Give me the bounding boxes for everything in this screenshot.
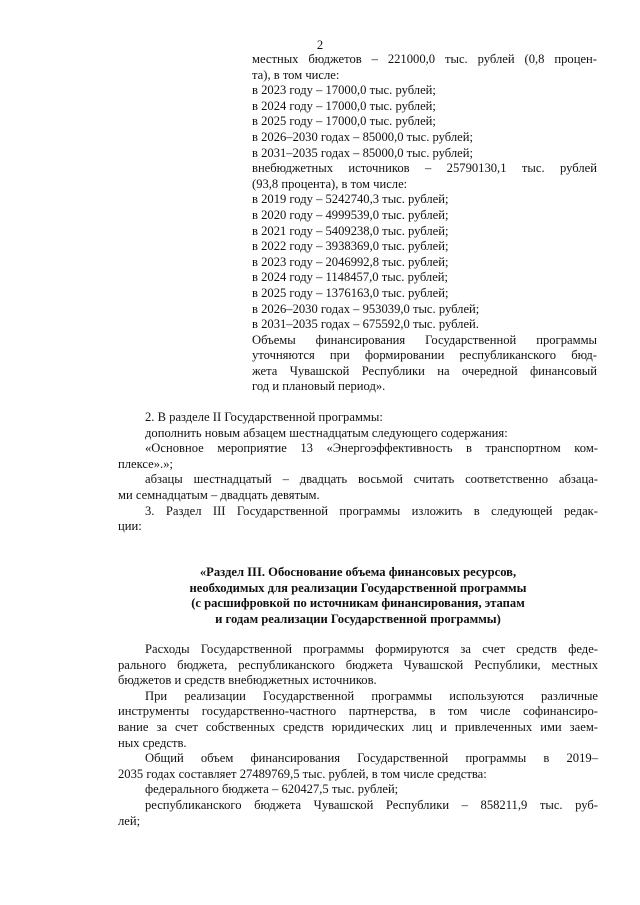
text-line: ных средств.	[118, 735, 187, 750]
text-line: «Основное мероприятие 13 «Энергоэффективность в транспортном ком-	[145, 441, 598, 456]
text-line: в 2024 году – 1148457,0 тыс. рублей;	[252, 270, 449, 285]
text-line: в 2019 году – 5242740,3 тыс. рублей;	[252, 192, 449, 207]
amendment-item-2: 2. В разделе II Государственной программы:	[145, 410, 383, 424]
text-line: абзацы шестнадцатый – двадцать восьмой считать соответственно абзаца-	[145, 472, 598, 487]
text-line: плексе».»;	[118, 456, 173, 471]
text-line: внебюджетных источников – 25790130,1 тыс. рублей	[252, 161, 597, 176]
title-line: и годам реализации Государственной программы)	[215, 611, 501, 626]
text-line: инструменты государственно-частного партнерства, в том числе софинансиро-	[118, 704, 598, 719]
text-line: республиканского бюджета Чувашской Республики – 858211,9 тыс. руб-	[145, 797, 598, 812]
title-line: «Раздел III. Обоснование объема финансовых ресурсов,	[199, 565, 517, 579]
text-line: (93,8 процента), в том числе:	[252, 176, 408, 191]
text-line: та), в том числе:	[252, 67, 340, 82]
text-line: бюджетов и средств внебюджетных источников.	[118, 673, 377, 688]
text-line: в 2025 году – 17000,0 тыс. рублей;	[252, 114, 436, 129]
quoted-passport-block	[252, 52, 597, 395]
text-line: в 2031–2035 годах – 85000,0 тыс. рублей;	[252, 145, 473, 160]
title-line: необходимых для реализации Государственной программы	[189, 580, 527, 595]
text-line: в 2023 году – 17000,0 тыс. рублей;	[252, 83, 436, 98]
text-line: При реализации Государственной программы используются различные	[145, 688, 598, 703]
page-number: 2	[316, 38, 324, 52]
text-line: ции:	[118, 519, 142, 534]
text-line: год и плановый период».	[252, 379, 386, 394]
text-line: уточняются при формировании республиканского бюд-	[252, 348, 597, 363]
text-line: в 2024 году – 17000,0 тыс. рублей;	[252, 98, 436, 113]
title-line: (с расшифровкой по источникам финансирования, этапам	[191, 596, 525, 611]
text-line: в 2023 году – 2046992,8 тыс. рублей;	[252, 254, 449, 269]
text-line: в 2020 году – 4999539,0 тыс. рублей;	[252, 207, 449, 222]
text-line: жета Чувашской Республики на очередной финансовый	[252, 363, 597, 378]
amendments-block	[118, 410, 598, 535]
text-line: федерального бюджета – 620427,5 тыс. рублей;	[145, 782, 399, 797]
text-line: вание за счет собственных средств юридических лиц и привлеченных ими заем-	[118, 719, 598, 734]
text-line: Объемы финансирования Государственной программы	[252, 332, 597, 347]
text-line: в 2026–2030 годах – 953039,0 тыс. рублей;	[252, 301, 480, 316]
text-line: рального бюджета, республиканского бюджета Чувашской Республики, местных	[118, 657, 598, 672]
text-line: лей;	[118, 813, 141, 828]
text-line: в 2026–2030 годах – 85000,0 тыс. рублей;	[252, 129, 473, 144]
text-line: Общий объем финансирования Государственной программы в 2019–	[145, 751, 598, 766]
text-line: в 2021 году – 5409238,0 тыс. рублей;	[252, 223, 449, 238]
amendment-item-3: 3. Раздел III Государственной программы изложить в следующей редак-	[145, 503, 598, 518]
text-line: местных бюджетов – 221000,0 тыс. рублей (0,8 процен-	[252, 52, 597, 66]
text-line: ми семнадцатым – двадцать девятым.	[118, 487, 320, 502]
text-line: дополнить новым абзацем шестнадцатым следующего содержания:	[145, 425, 508, 440]
text-line: 2035 годах составляет 27489769,5 тыс. рублей, в том числе средства:	[118, 766, 487, 781]
text-line: в 2022 году – 3938369,0 тыс. рублей;	[252, 239, 449, 254]
text-line: Расходы Государственной программы формируются за счет средств феде-	[145, 642, 598, 656]
text-line: в 2025 году – 1376163,0 тыс. рублей;	[252, 285, 449, 300]
text-line: в 2031–2035 годах – 675592,0 тыс. рублей.	[252, 317, 479, 332]
section-body	[118, 642, 598, 829]
section-title	[118, 565, 598, 627]
